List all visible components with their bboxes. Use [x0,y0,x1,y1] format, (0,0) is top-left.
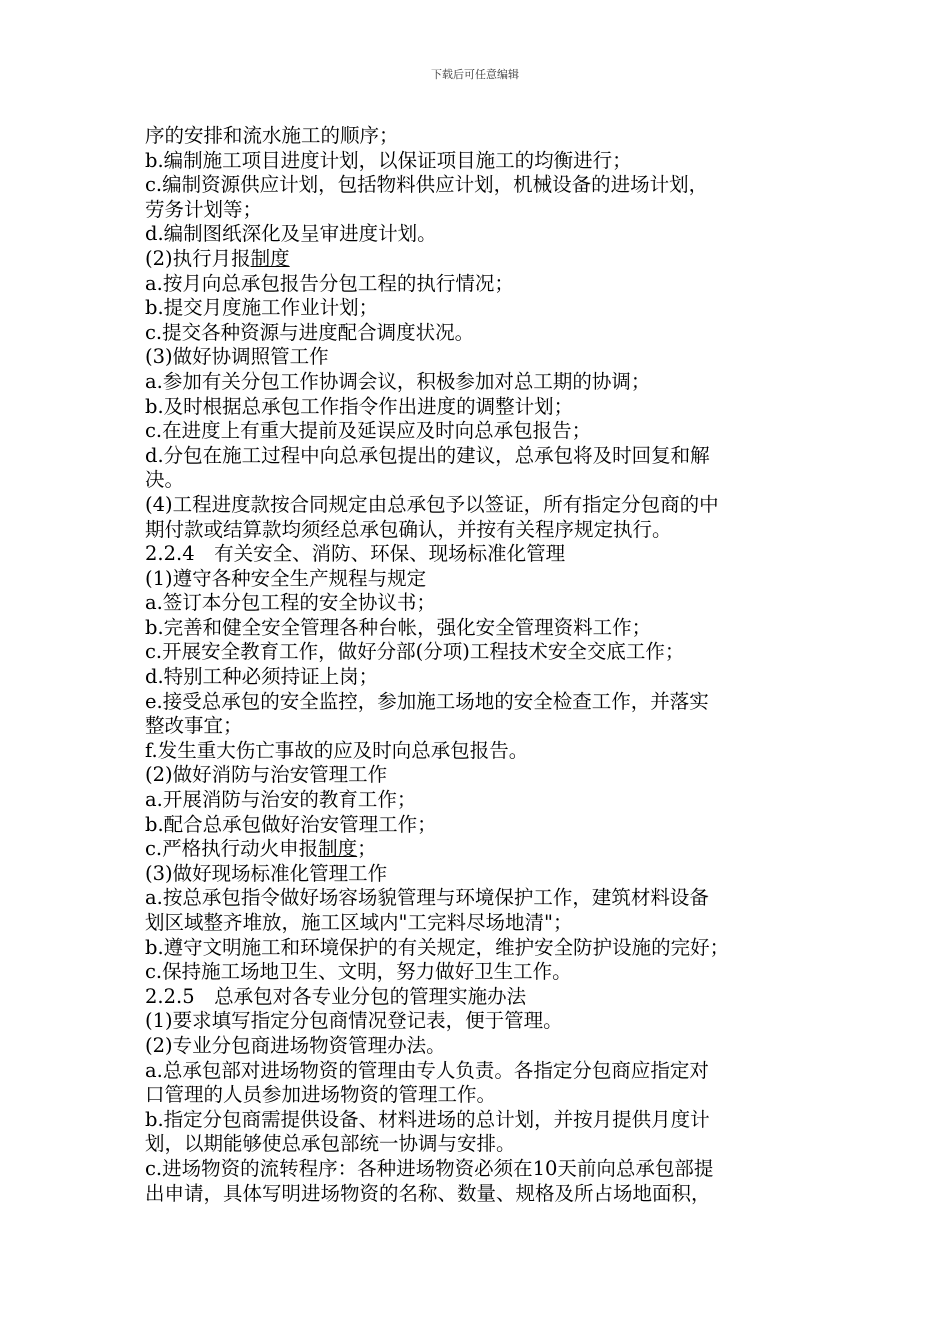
text-line: 2.2.4 有关安全、消防、环保、现场标准化管理 [145,542,566,566]
text-line: a.签订本分包工程的安全协议书； [145,591,436,615]
page-header: 下载后可任意编辑 [431,68,519,81]
text-line: a.按总承包指令做好场容场貌管理与环境保护工作，建筑材料设备 [145,886,709,910]
text-line: 出申请，具体写明进场物资的名称、数量、规格及所占场地面积， [145,1181,711,1205]
text-line: (1)要求填写指定分包商情况登记表，便于管理。 [145,1009,563,1033]
text-line: c.编制资源供应计划，包括物料供应计划，机械设备的进场计划， [145,173,709,197]
underlined-term: 制度 [250,246,290,270]
text-line: f.发生重大伤亡事故的应及时向总承包报告。 [145,738,529,762]
text-line: e.接受总承包的安全监控，参加施工场地的安全检查工作，并落实 [145,689,709,713]
text-segment: (2)执行月报 [145,246,251,270]
text-line: b.指定分包商需提供设备、材料进场的总计划，并按月提供月度计 [145,1107,710,1131]
text-line [145,837,810,862]
text-line: c.保持施工场地卫生、文明，努力做好卫生工作。 [145,960,572,984]
text-segment: ； [357,837,377,861]
text-line: b.配合总承包做好治安管理工作； [145,812,437,836]
text-line: 期付款或结算款均须经总承包确认，并按有关程序规定执行。 [145,517,672,541]
text-line: b.及时根据总承包工作指令作出进度的调整计划； [145,394,574,418]
text-line: (3)做好协调照管工作 [145,345,329,369]
text-line: (4)工程进度款按合同规定由总承包予以签证，所有指定分包商的中 [145,492,719,516]
text-line: b.遵守文明施工和环境保护的有关规定，维护安全防护设施的完好； [145,935,730,959]
text-line: d.特别工种必须持证上岗； [145,665,379,689]
text-line: (2)专业分包商进场物资管理办法。 [145,1033,446,1057]
text-line: c.提交各种资源与进度配合调度状况。 [145,320,475,344]
text-line: 划区域整齐堆放，施工区域内"工完料尽场地清"； [145,911,573,934]
text-line: a.开展消防与治安的教育工作； [145,788,417,812]
text-line [145,247,810,272]
text-line: b.编制施工项目进度计划，以保证项目施工的均衡进行； [145,148,632,172]
text-line: (3)做好现场标准化管理工作 [145,861,388,885]
text-line: a.按月向总承包报告分包工程的执行情况； [145,271,514,295]
document-body [145,124,810,1206]
text-line: 序的安排和流水施工的顺序； [145,124,399,147]
underlined-term: 制度 [318,837,358,861]
text-line: c.在进度上有重大提前及延误应及时向总承包报告； [145,419,592,443]
text-line: 劳务计划等； [145,197,263,221]
text-line: b.完善和健全安全管理各种台帐，强化安全管理资料工作； [145,615,652,639]
text-line: d.编制图纸深化及呈审进度计划。 [145,222,437,246]
text-line: a.参加有关分包工作协调会议，积极参加对总工期的协调； [145,369,651,393]
text-line: a.总承包部对进场物资的管理由专人负责。各指定分包商应指定对 [145,1058,709,1082]
text-line: 2.2.5 总承包对各专业分包的管理实施办法 [145,984,527,1008]
text-line: 划，以期能够使总承包部统一协调与安排。 [145,1132,516,1156]
text-line: d.分包在施工过程中向总承包提出的建议，总承包将及时回复和解 [145,443,710,467]
text-line: b.提交月度施工作业计划； [145,296,379,320]
text-segment: c.严格执行动火申报 [145,837,319,861]
text-line: 口管理的人员参加进场物资的管理工作。 [145,1083,497,1107]
text-line: (1)遵守各种安全生产规程与规定 [145,566,427,590]
text-line: c.进场物资的流转程序：各种进场物资必须在10天前向总承包部提 [145,1156,714,1180]
text-line: 决。 [145,468,185,492]
text-line: c.开展安全教育工作，做好分部(分项)工程技术安全交底工作； [145,640,685,664]
text-line: (2)做好消防与治安管理工作 [145,763,388,787]
text-line: 整改事宜； [145,714,243,738]
